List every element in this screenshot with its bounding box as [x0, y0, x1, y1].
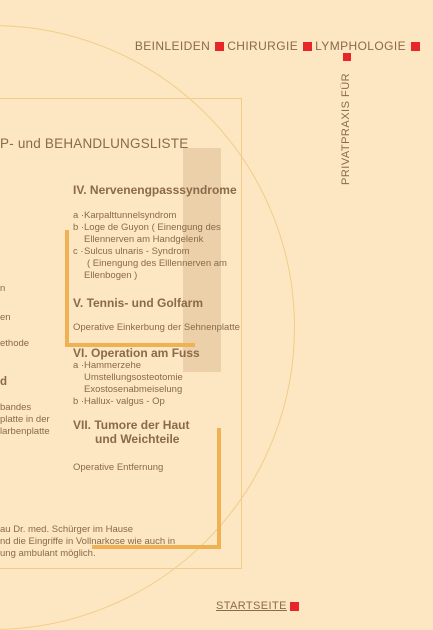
section-title: V. Tennis- und Golfarm	[73, 296, 204, 310]
footer-note	[0, 524, 175, 560]
top-nav	[135, 39, 423, 53]
left-fragment: en	[0, 312, 11, 323]
left-fragment: d	[0, 376, 8, 388]
red-square-icon	[290, 602, 299, 611]
section-text: Operative Entfernung	[73, 462, 164, 473]
page-title: P- und BEHANDLUNGSLISTE	[0, 136, 189, 151]
left-fragment: ethode	[0, 338, 30, 349]
left-fragment: bandes	[0, 402, 32, 413]
section-title-continued: und Weichteile	[95, 432, 180, 446]
section-text: Operative Einkerbung der Sehnenplatte	[73, 322, 240, 333]
nav-link-beinleiden[interactable]: BEINLEIDEN	[134, 39, 211, 53]
section-tumor	[73, 418, 283, 474]
startseite-link[interactable]	[216, 600, 299, 612]
privatpraxis-label: PRIVATPRAXIS FÜR	[340, 72, 352, 185]
footer-line: nd die Eingriffe in Vollnarkose wie auch in	[0, 536, 176, 547]
left-fragment: n	[0, 283, 6, 294]
list-item: c · Sulcus ulnaris - Syndrom ( Einengung des Elllennerven am Ellenbogen )	[73, 246, 227, 281]
treatment-list	[73, 183, 283, 474]
left-fragment: larbenplatte	[0, 426, 50, 437]
section-tennis	[73, 296, 283, 334]
nav-link-lymphologie[interactable]: LYMPHOLOGIE	[315, 39, 406, 53]
red-square-icon	[411, 42, 420, 51]
list-item: b · Loge de Guyon ( Einengung des Ellennerven am Handgelenk	[73, 222, 221, 245]
footer-line: ung ambulant möglich.	[0, 548, 96, 559]
startseite-label: STARTSEITE	[216, 600, 287, 612]
section-nerve	[73, 183, 283, 282]
section-title: VI. Operation am Fuss	[73, 346, 200, 360]
list-item: a · Hammerzehe Umstellungsosteotomie Exostosenabmeiselung	[73, 360, 183, 395]
list-item: a · Karpalttunnelsyndrom	[73, 210, 177, 221]
red-square-icon	[303, 42, 312, 51]
footer-line: au Dr. med. Schürger im Hause	[0, 524, 134, 535]
section-foot	[73, 346, 283, 408]
nav-link-chirurgie[interactable]: CHIRURGIE	[227, 39, 299, 53]
red-square-icon	[215, 42, 224, 51]
list-item: b · Hallux- valgus - Op	[73, 396, 165, 407]
section-title: VII. Tumore der Haut	[73, 418, 190, 432]
red-square-icon	[343, 53, 351, 61]
vertical-label	[338, 53, 358, 193]
left-fragment: platte in der	[0, 414, 50, 425]
section-title: IV. Nervenengpasssyndrome	[73, 183, 237, 197]
